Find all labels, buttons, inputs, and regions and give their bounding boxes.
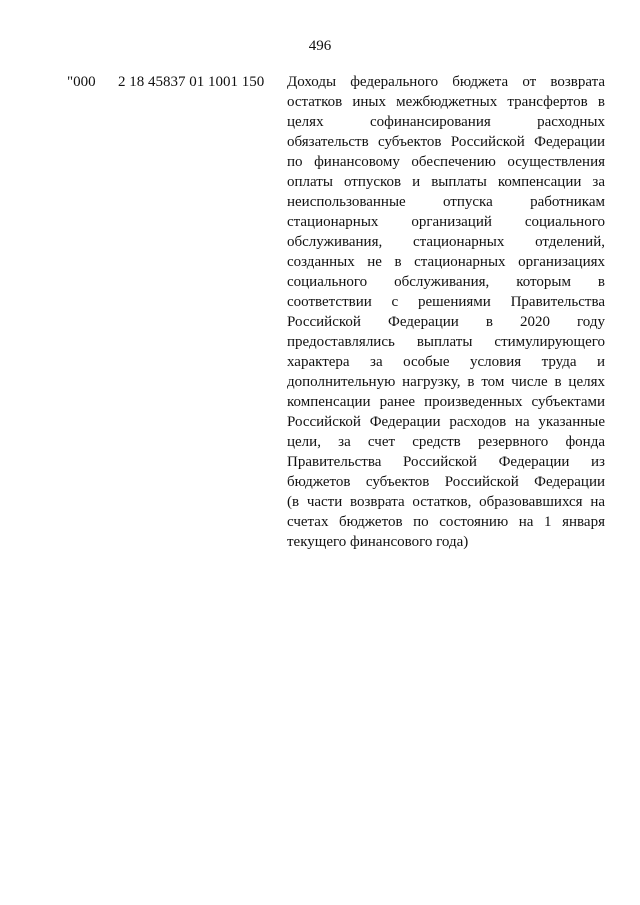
page-number: 496 <box>308 38 332 54</box>
description-line: остатков иных межбюджетных трансфертов в <box>287 94 605 110</box>
description-line: по финансовому обеспечению осуществления <box>287 154 605 170</box>
description-line: соответствии с решениями Правительства <box>287 294 605 310</box>
description-line: обслуживания, стационарных отделений, <box>287 234 605 250</box>
description-line: счетах бюджетов по состоянию на 1 января <box>287 514 605 530</box>
budget-classification-code: 2 18 45837 01 1001 150 <box>118 74 265 90</box>
description-line: дополнительную нагрузку, в том числе в целях <box>287 374 605 390</box>
administrator-code: "000 <box>67 74 96 90</box>
description-line: характера за особые условия труда и <box>287 354 605 370</box>
description-line: обязательств субъектов Российской Федерации <box>287 134 605 150</box>
description-line: Российской Федерации расходов на указанные <box>287 414 605 430</box>
description-line: цели, за счет средств резервного фонда <box>287 434 605 450</box>
description-line: Доходы федерального бюджета от возврата <box>287 74 605 90</box>
description-line: стационарных организаций социального <box>287 214 605 230</box>
description-line-last: текущего финансового года) <box>287 534 469 550</box>
description-line: Правительства Российской Федерации из <box>287 454 605 470</box>
description-line: оплаты отпусков и выплаты компенсации за <box>287 174 605 190</box>
description-line: предоставлялись выплаты стимулирующего <box>287 334 605 350</box>
description-line: (в части возврата остатков, образовавшихся на <box>287 494 605 510</box>
description-line: компенсации ранее произведенных субъектами <box>287 394 605 410</box>
description-line: созданных не в стационарных организациях <box>287 254 605 270</box>
description-line: бюджетов субъектов Российской Федерации <box>287 474 605 490</box>
description-line: социального обслуживания, которым в <box>287 274 605 290</box>
income-description <box>287 72 605 552</box>
description-line: неиспользованные отпуска работникам <box>287 194 605 210</box>
description-line: целях софинансирования расходных <box>287 114 605 130</box>
description-line: Российской Федерации в 2020 году <box>287 314 605 330</box>
